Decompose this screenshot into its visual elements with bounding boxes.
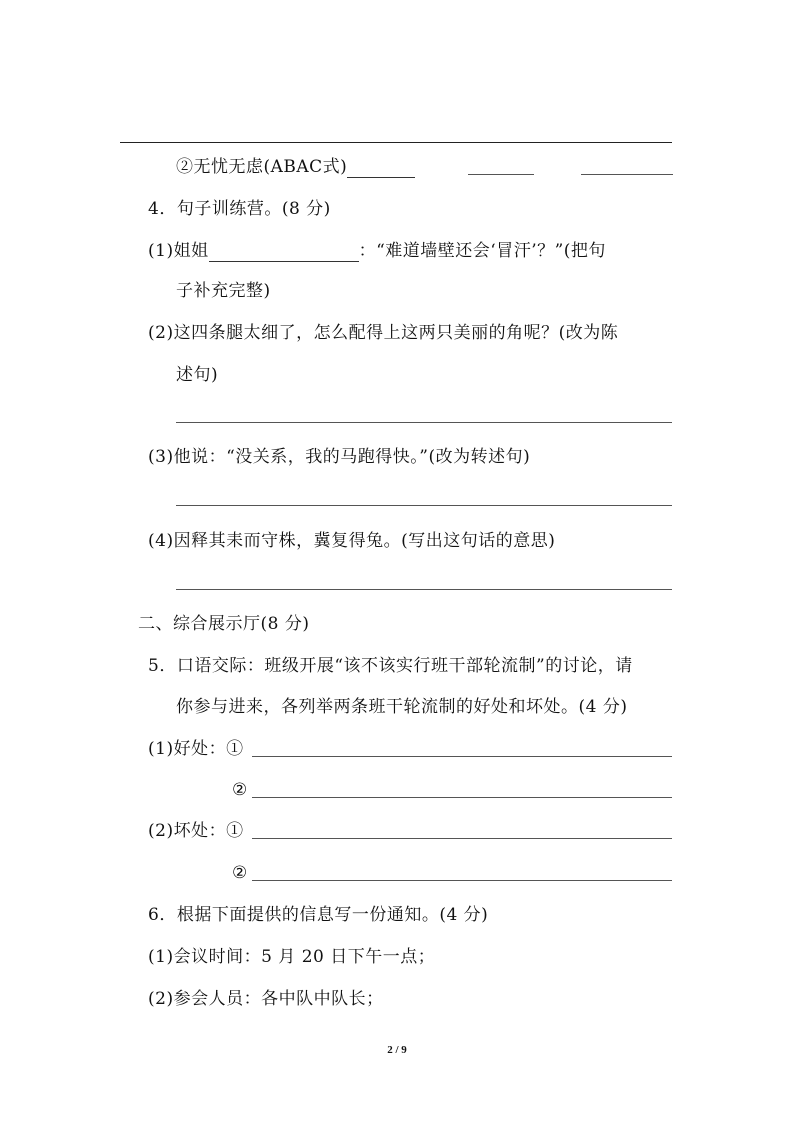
q6-heading: 6．根据下面提供的信息写一份通知。(4 分) (148, 905, 489, 925)
q6-item-1: (1)会议时间：5 月 20 日下午一点； (148, 947, 436, 967)
q5-bad-2-label: ② (232, 863, 248, 883)
q5-line-1: 5．口语交际：班级开展“该不该实行班干部轮流制”的讨论，请 (148, 656, 633, 676)
q4-s4: (4)因释其耒而守株，冀复得兔。(写出这句话的意思) (148, 531, 556, 551)
q3-item-2 (176, 156, 415, 178)
q6-item-2: (2)参会人员：各中队中队长； (148, 989, 384, 1009)
q4-s4-answer-line[interactable] (176, 589, 672, 590)
q5-line-2: 你参与进来，各列举两条班干轮流制的好处和坏处。(4 分) (176, 697, 628, 717)
q5-bad-2-line[interactable] (252, 880, 672, 881)
q5-bad-label: (2)坏处：① (148, 821, 244, 841)
q5-good-1-line[interactable] (252, 756, 672, 757)
header-rule (120, 142, 672, 143)
q4-s3: (3)他说：“没关系，我的马跑得快。”(改为转述句) (148, 447, 531, 467)
q4-s2-line-2: 述句) (176, 365, 219, 385)
page-number: 2 / 9 (387, 1044, 407, 1056)
answer-blank-3[interactable] (581, 174, 673, 175)
q4-heading: 4．句子训练营。(8 分) (148, 199, 331, 219)
q5-good-label: (1)好处：① (148, 739, 244, 759)
q4-s1-blank[interactable] (209, 243, 359, 262)
q4-s1-suffix: ：“难道墙壁还会‘冒汗’？”(把句 (358, 241, 606, 261)
q5-bad-1-line[interactable] (252, 838, 672, 839)
q4-s1-continuation: 子补充完整) (176, 281, 271, 301)
q4-s2-line-1: (2)这四条腿太细了，怎么配得上这两只美丽的角呢？(改为陈 (148, 323, 619, 343)
section-2-heading: 二、综合展示厅(8 分) (138, 614, 310, 634)
q5-good-2-line[interactable] (252, 797, 672, 798)
q4-s3-answer-line[interactable] (176, 505, 672, 506)
q4-s2-answer-line[interactable] (176, 422, 672, 423)
q5-good-2-label: ② (232, 780, 248, 800)
answer-blank-2[interactable] (468, 174, 534, 175)
q4-sentence-1 (148, 240, 606, 262)
q3-item-2-text: ②无忧无虑(ABAC式) (176, 157, 348, 177)
answer-blank-1[interactable] (347, 159, 415, 178)
q4-s1-prefix: (1)姐姐 (148, 241, 209, 261)
